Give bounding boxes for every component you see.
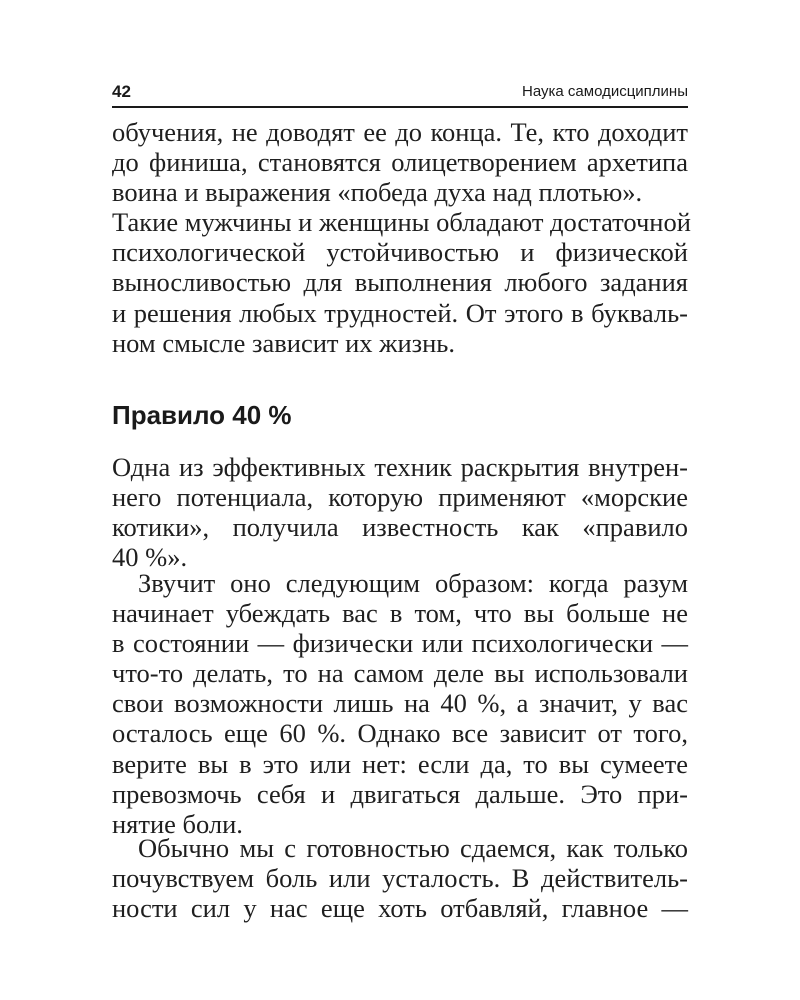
book-title: Наука самодисциплины: [522, 83, 688, 100]
text-line: осталось еще 60 %. Однако все зависит от того,: [112, 718, 688, 749]
text-line: свои возможности лишь на 40 %, а значит, у вас: [112, 688, 688, 719]
text-line: Одна из эффективных техник раскрытия внутрен-: [112, 452, 688, 482]
page-number: 42: [112, 82, 131, 101]
text-line: котики», получила известность как «правило: [112, 512, 688, 543]
text-line: ном смысле зависит их жизнь.: [112, 327, 456, 358]
text-line: в состоянии — физически или психологически —: [112, 628, 688, 659]
paragraph-intro: [112, 452, 688, 572]
text-line: до финиша, становятся олицетворением архетипа: [112, 147, 688, 178]
text-line: Звучит оно следующим образом: когда разум: [138, 568, 688, 598]
text-line: почувствуем боль или усталость. В действитель-: [112, 863, 688, 894]
text-line: 40 %».: [112, 542, 188, 573]
text-line: и решения любых трудностей. От этого в букваль-: [112, 297, 688, 328]
text-line: верите вы в это или нет: если да, то вы сумеете: [112, 748, 688, 779]
text-line: обучения, не доводят ее до конца. Те, кто доходит: [112, 117, 688, 147]
text-line: Такие мужчины и женщины обладают достаточной: [112, 207, 691, 238]
running-header: [112, 78, 688, 108]
text-line: Обычно мы с готовностью сдаемся, как только: [138, 833, 688, 863]
paragraph-fatigue: [112, 833, 688, 923]
paragraph-rule-description: [112, 568, 688, 839]
paragraph-continued: [112, 117, 691, 358]
text-line: ности сил у нас еще хоть отбавляй, главное —: [112, 893, 688, 924]
text-line: превозмочь себя и двигаться дальше. Это при-: [112, 778, 688, 809]
text-line: нятие боли.: [112, 808, 243, 839]
text-line: воина и выражения «победа духа над плотью».: [112, 177, 643, 208]
text-line: начинает убеждать вас в том, что вы больше не: [112, 598, 688, 629]
text-line: выносливостью для выполнения любого задания: [112, 267, 688, 298]
text-line: что-то делать, то на самом деле вы использовали: [112, 658, 688, 689]
text-line: психологической устойчивостью и физической: [112, 237, 688, 268]
text-line: него потенциала, которую применяют «морские: [112, 482, 688, 513]
section-heading: Правило 40 %: [112, 400, 292, 430]
